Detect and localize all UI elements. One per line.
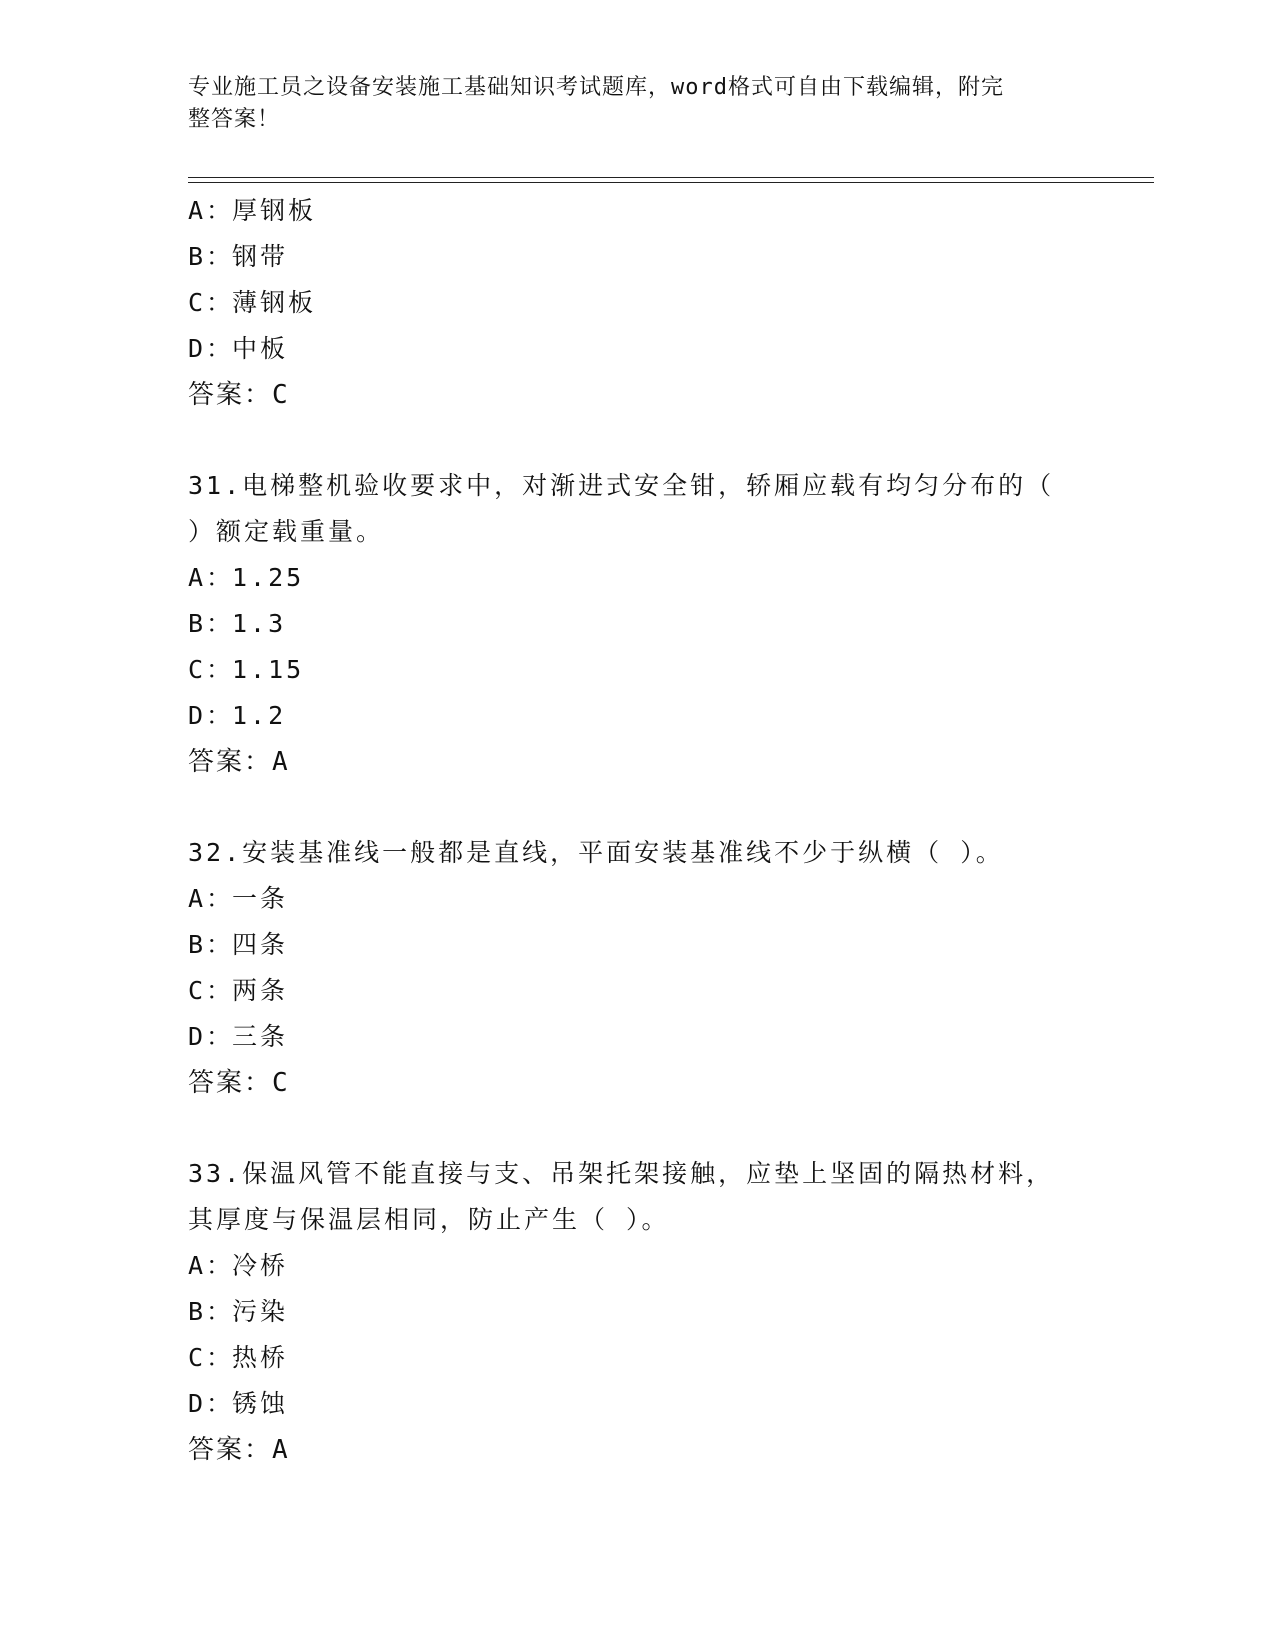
answer-label: 答案： bbox=[188, 380, 273, 410]
option-letter: C： bbox=[188, 1343, 235, 1372]
answer-value: A bbox=[272, 1435, 288, 1465]
option-text: 薄钢板 bbox=[232, 288, 317, 317]
header-rule-bottom bbox=[188, 182, 1154, 183]
option-letter: B： bbox=[188, 1297, 235, 1326]
option-letter: D： bbox=[188, 334, 235, 363]
answer-line bbox=[188, 1060, 1088, 1106]
option-text: 四条 bbox=[232, 930, 289, 959]
option-text: 污染 bbox=[232, 1297, 289, 1326]
question-stem bbox=[188, 830, 1088, 876]
option-c bbox=[188, 1335, 1088, 1381]
option-letter: C： bbox=[188, 655, 235, 684]
header-line-2: 整答案！ bbox=[188, 107, 281, 132]
option-a bbox=[188, 555, 1088, 601]
answer-label: 答案： bbox=[188, 747, 273, 777]
option-letter: A： bbox=[188, 196, 235, 225]
question-block-31 bbox=[188, 463, 1088, 785]
question-stem bbox=[188, 1151, 1088, 1243]
question-block-33 bbox=[188, 1151, 1088, 1473]
question-stem bbox=[188, 463, 1088, 555]
option-text: 两条 bbox=[232, 976, 289, 1005]
question-list bbox=[188, 188, 1088, 1518]
option-text: 1.3 bbox=[232, 609, 287, 638]
option-letter: A： bbox=[188, 884, 235, 913]
option-b bbox=[188, 601, 1088, 647]
option-b bbox=[188, 1289, 1088, 1335]
question-number: 31. bbox=[188, 471, 243, 500]
option-letter: B： bbox=[188, 242, 235, 271]
option-letter: D： bbox=[188, 1022, 235, 1051]
question-text: 保温风管不能直接与支、吊架托架接触，应垫上坚固的隔热材料， 其厚度与保温层相同，防止产生（ ）。 bbox=[188, 1159, 1055, 1234]
option-letter: B： bbox=[188, 609, 235, 638]
option-c bbox=[188, 968, 1088, 1014]
option-d bbox=[188, 693, 1088, 739]
option-d bbox=[188, 1014, 1088, 1060]
option-b bbox=[188, 234, 1088, 280]
option-letter: C： bbox=[188, 976, 235, 1005]
option-text: 钢带 bbox=[232, 242, 289, 271]
option-text: 1.2 bbox=[232, 701, 287, 730]
question-block-30 bbox=[188, 188, 1088, 418]
option-text: 1.25 bbox=[232, 563, 305, 592]
answer-label: 答案： bbox=[188, 1435, 273, 1465]
option-letter: D： bbox=[188, 1389, 235, 1418]
question-text: 电梯整机验收要求中，对渐进式安全钳，轿厢应载有均匀分布的（ ）额定载重量。 bbox=[188, 471, 1055, 546]
option-text: 中板 bbox=[232, 334, 289, 363]
header-rule-top bbox=[188, 177, 1154, 178]
option-b bbox=[188, 922, 1088, 968]
option-letter: C： bbox=[188, 288, 235, 317]
option-letter: A： bbox=[188, 563, 235, 592]
option-text: 三条 bbox=[232, 1022, 289, 1051]
answer-value: A bbox=[272, 747, 288, 777]
document-header bbox=[188, 72, 1068, 136]
option-letter: B： bbox=[188, 930, 235, 959]
option-d bbox=[188, 326, 1088, 372]
option-text: 冷桥 bbox=[232, 1251, 289, 1280]
option-c bbox=[188, 647, 1088, 693]
option-text: 锈蚀 bbox=[232, 1389, 289, 1418]
option-d bbox=[188, 1381, 1088, 1427]
question-number: 32. bbox=[188, 838, 243, 867]
option-text: 厚钢板 bbox=[232, 196, 317, 225]
answer-value: C bbox=[272, 1068, 288, 1098]
header-line-1: 专业施工员之设备安装施工基础知识考试题库，word格式可自由下载编辑，附完 bbox=[188, 75, 1004, 100]
option-letter: A： bbox=[188, 1251, 235, 1280]
option-text: 一条 bbox=[232, 884, 289, 913]
option-letter: D： bbox=[188, 701, 235, 730]
answer-line bbox=[188, 1427, 1088, 1473]
question-block-32 bbox=[188, 830, 1088, 1106]
option-text: 热桥 bbox=[232, 1343, 289, 1372]
option-text: 1.15 bbox=[232, 655, 305, 684]
answer-label: 答案： bbox=[188, 1068, 273, 1098]
answer-line bbox=[188, 739, 1088, 785]
option-a bbox=[188, 1243, 1088, 1289]
answer-value: C bbox=[272, 380, 288, 410]
answer-line bbox=[188, 372, 1088, 418]
option-a bbox=[188, 876, 1088, 922]
question-number: 33. bbox=[188, 1159, 243, 1188]
option-c bbox=[188, 280, 1088, 326]
option-a bbox=[188, 188, 1088, 234]
question-text: 安装基准线一般都是直线，平面安装基准线不少于纵横（ ）。 bbox=[242, 838, 1004, 867]
